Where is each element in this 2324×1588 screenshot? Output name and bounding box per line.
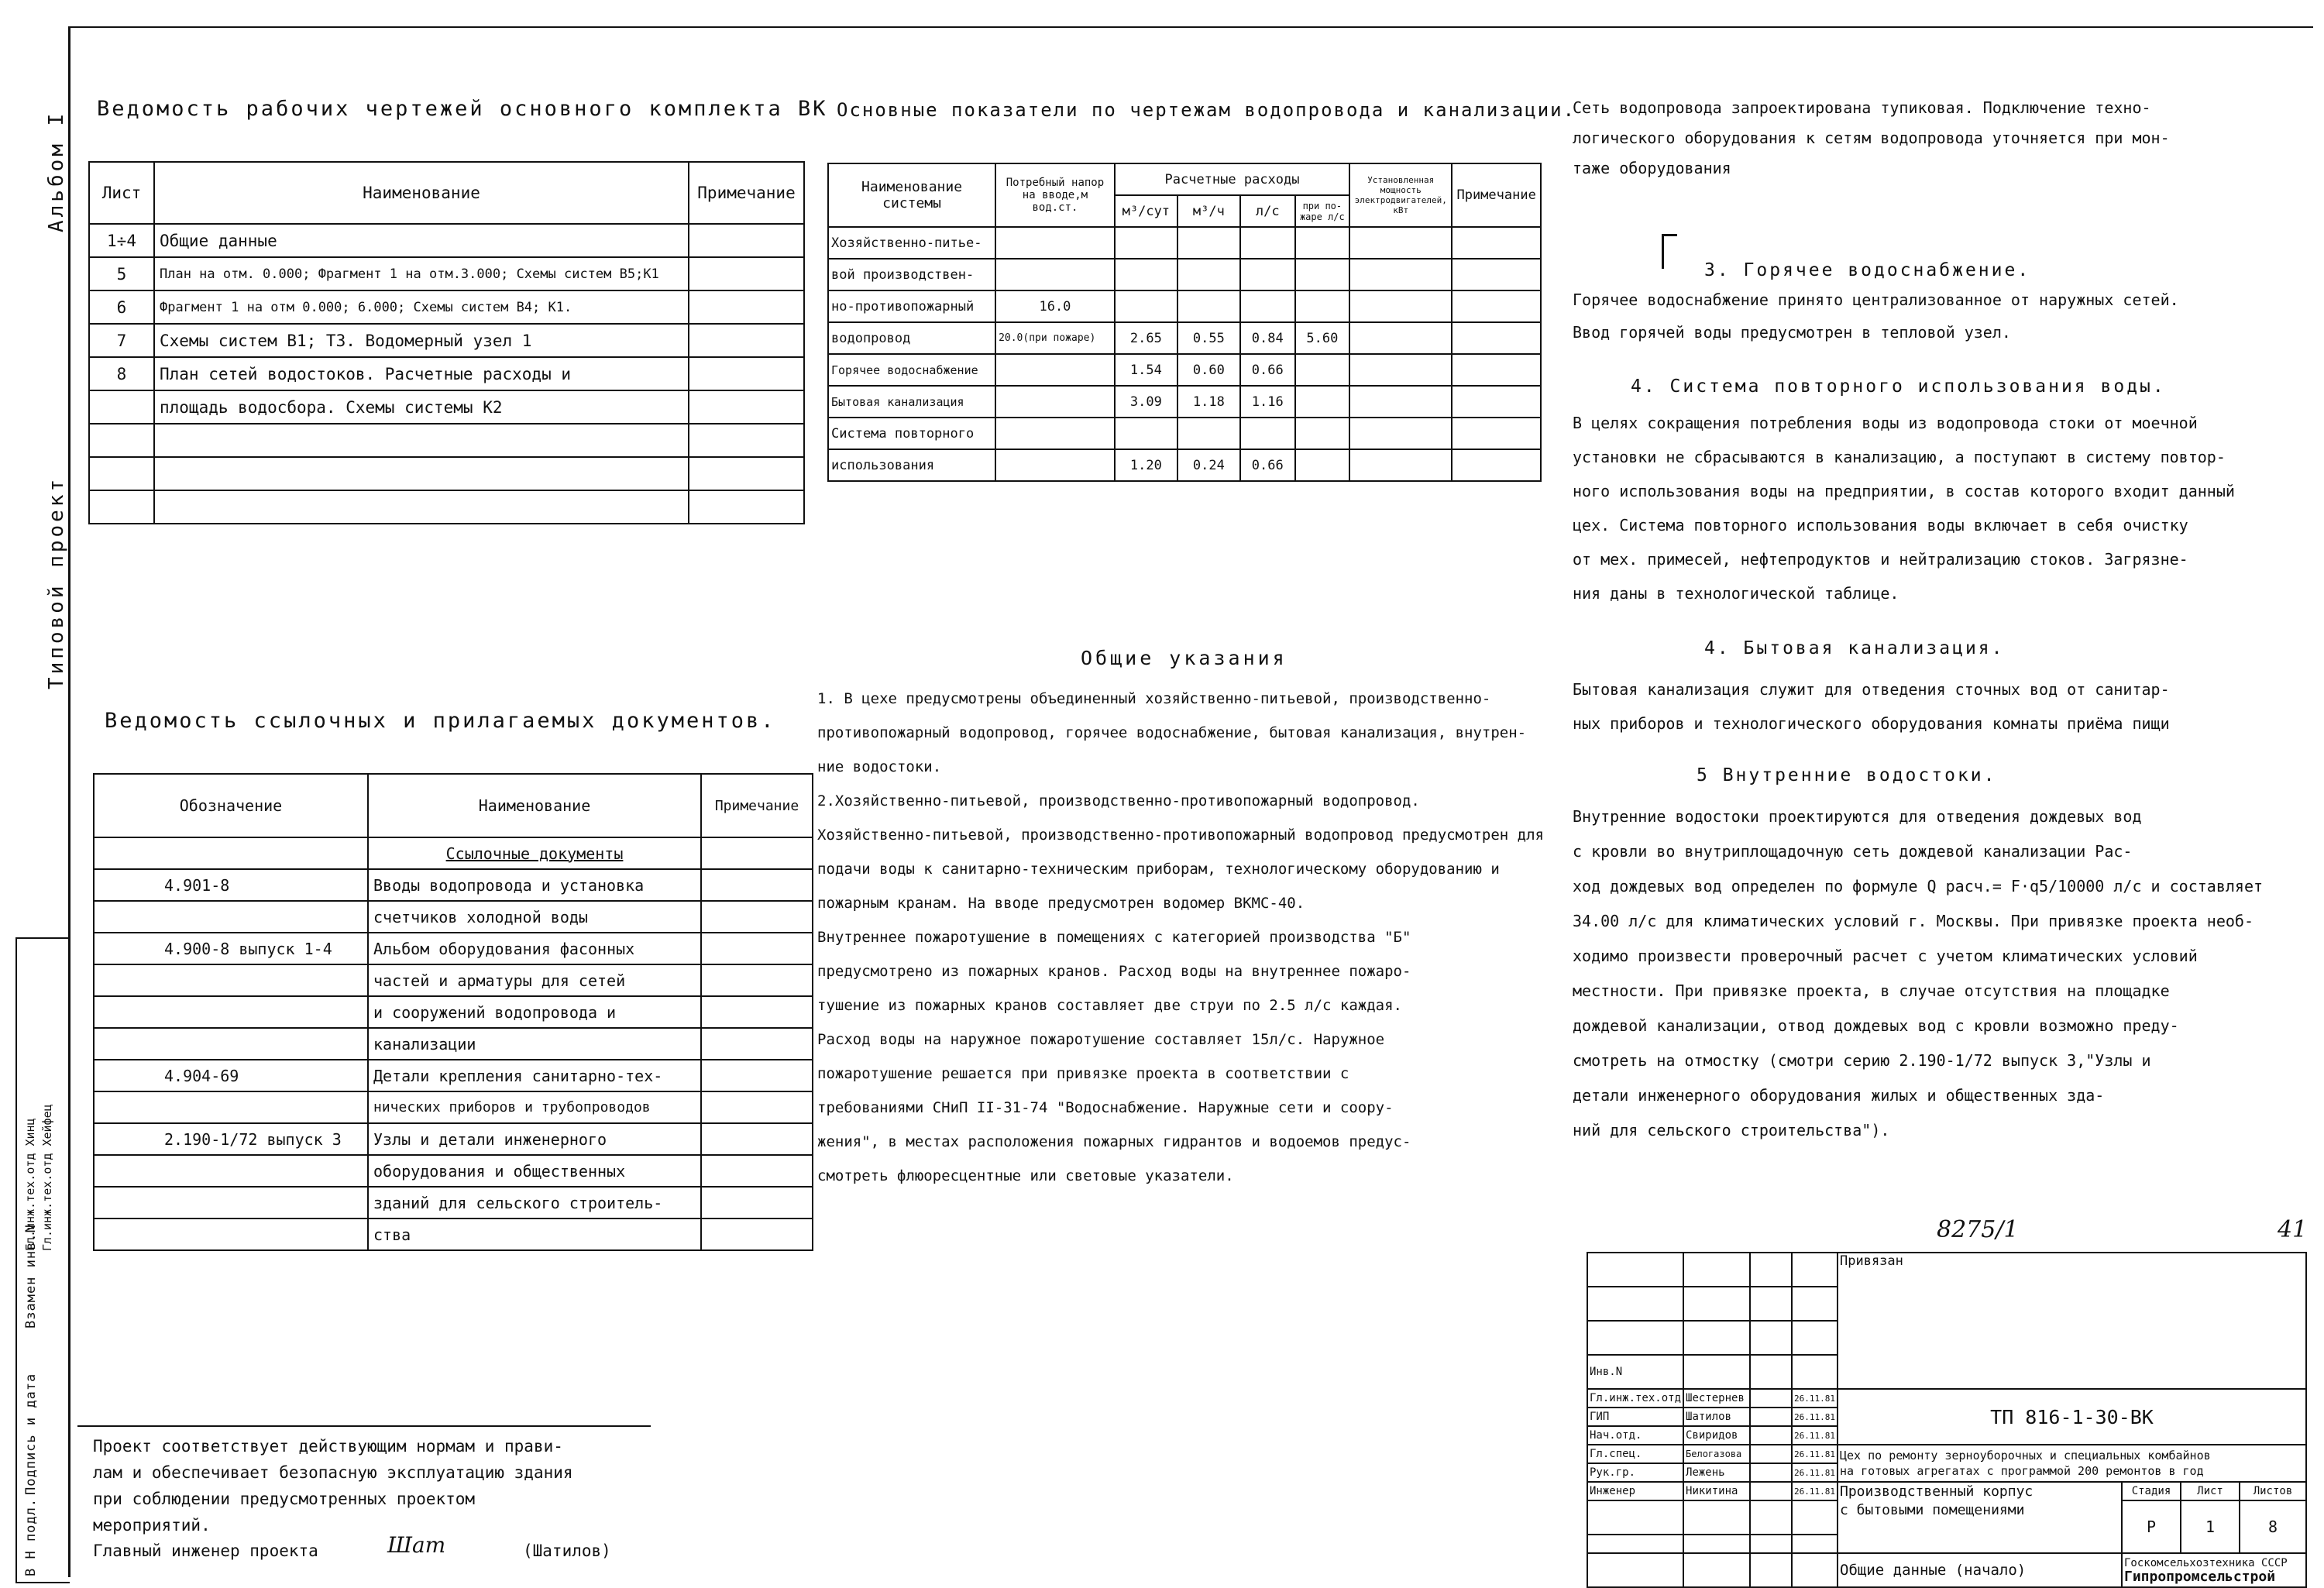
general-text: 1. В цехе предусмотрены объединенный хозяйственно-питьевой, производственно- противопожарный водопровод, горячее водоснабжение, бытовая канализация, внутрен- ние водостоки. 2.Хозяйственно-питьевой, производственно-противопожарный водопровод. Хозяйственно-питьевой, производственно-противопожарный водопровод предусмотрен для подачи воды к санитарно-техническим приборам, технологическому оборудованию и пожарным кранам. На вводе предусмотрен водомер ВКМС-40. Внутреннее пожаротушение в помещениях с категорией производства "Б" предусмотрено из пожарных кранов. Расход воды на внутреннее пожаро- тушение из пожарных кранов составляет две струи по 2.5 л/с каждая. Расход воды на наружное пожаротушение составляет 15л/с. Наружное пожаротушение решается при привязке проекта в соответствии с требованиями СНиП II-31-74 "Водоснабжение. Наружные сети и соору- жения", в местах расположения пожарных гидрантов и водоемов предус- смотреть флюоресцентные или световые указатели. (817, 690, 1544, 1184)
chief-name: (Шатилов) (523, 1542, 611, 1560)
table-row: 1÷4 Общие данные (89, 224, 804, 257)
col-system: Наименование системы (828, 163, 995, 227)
col-pressure: Потребный напор на вводе,м вод.ст. (995, 163, 1115, 227)
table3-title: Ведомость ссылочных и прилагаемых документов. (105, 709, 776, 733)
s4b-title: 4. Бытовая канализация. (1704, 638, 2005, 658)
col-m3day: м³/сут (1115, 195, 1177, 227)
chief-signature: Шат (387, 1532, 446, 1558)
col-m3h: м³/ч (1177, 195, 1240, 227)
project-type-label: Типовой проект (45, 476, 68, 689)
lists-value: 8 (2240, 1500, 2306, 1553)
project-code: ТП 816-1-30-ВК (1838, 1389, 2306, 1445)
table-row: Ссылочные документы (94, 837, 813, 869)
general-title: Общие указания (1081, 647, 1287, 669)
s4-title: 4. Система повторного использования воды. (1631, 376, 2166, 397)
table-row: оборудования и общественных (94, 1155, 813, 1187)
stamp-name-1: Гл.инж.тех.отд Хейфец (40, 1104, 54, 1251)
bound-label: Привязан (1838, 1253, 2306, 1389)
inv-label: Инв.N (1587, 1355, 1683, 1389)
col-ref-note: Примечание (701, 774, 813, 837)
col-designation: Обозначение (94, 774, 368, 837)
section-mark (1662, 234, 1664, 269)
col-sheet: Лист (89, 162, 154, 224)
table-row: 5 План на отм. 0.000; Фрагмент 1 на отм.3.000; Схемы систем В5;К1 (89, 257, 804, 290)
col-fire: при по-жаре л/с (1295, 195, 1350, 227)
table-row: и сооружений водопровода и (94, 996, 813, 1028)
sheet-code: 8275/1 (1937, 1216, 2019, 1243)
intro-text: Сеть водопровода запроектирована тупиковая. Подключение техно- логического оборудования к сетям водопровода уточняется при мон- таже оборудования (1573, 98, 2170, 177)
table-row: зданий для сельского строитель- (94, 1187, 813, 1218)
col-flows: Расчетные расходы (1115, 163, 1349, 195)
sheet-number: 41 (2278, 1216, 2308, 1243)
table-row: площадь водосбора. Схемы системы К2 (89, 390, 804, 424)
stage-header: Стадия (2122, 1482, 2181, 1500)
table-row: вой производствен- (828, 259, 1541, 290)
table-row: 4.900-8 выпуск 1-4 Альбом оборудования фасонных (94, 933, 813, 964)
stamp-name-0: Гл.инж.тех.отд Хинц (23, 1118, 37, 1251)
drawings-table (88, 161, 805, 524)
stamp-label-2: Взамен инв.N (23, 1224, 39, 1328)
col-note2: Примечание (1452, 163, 1541, 227)
s5-title: 5 Внутренние водостоки. (1697, 765, 1997, 785)
s5-text: Внутренние водостоки проектируются для отведения дождевых вод с кровли во внутриплощадочную сеть дождевой канализации Рас- ход дождевых вод определен по формуле Q расч.= F·q5/10000 л/с и составляет 34.00 л/с для климатических условий г. Москвы. При привязке проекта необ- ходимо произвести проверочный расчет с учетом климатических условий местности. При привязке проекта, в случае отсутствия на площадке дождевой канализации, отвод дождевых вод с кровли возможно преду- смотреть на отмостку (смотри серию 2.190-1/72 выпуск 3,"Узлы и детали инженерного оборудования жилых и общественных зда- ний для сельского строительства"). (1573, 807, 2264, 1139)
table-row: водопровод 20.0(при пожаре) 2.65 0.55 0.84 5.60 (828, 322, 1541, 354)
lists-header: Листов (2240, 1482, 2306, 1500)
table-row: ства (94, 1218, 813, 1250)
list-header: Лист (2181, 1482, 2240, 1500)
s3-title: 3. Горячее водоснабжение. (1704, 260, 2031, 280)
building-name: Производственный корпус с бытовыми помещениями (1838, 1482, 2122, 1553)
table-row: но-противопожарный 16.0 (828, 290, 1541, 322)
col-note: Примечание (689, 162, 804, 224)
table-row: 7 Схемы систем В1; Т3. Водомерный узел 1 (89, 324, 804, 357)
col-ls: л/с (1240, 195, 1295, 227)
table2-title: Основные показатели по чертежам водопровода и канализации. (837, 99, 1576, 121)
references-table (93, 773, 813, 1251)
table-row: Хозяйственно-питье- (828, 227, 1541, 259)
table-row (89, 490, 804, 524)
compliance-note: Проект соответствует действующим нормам и прави- лам и обеспечивает безопасную эксплуатацию здания при соблюдении предусмотренных проектом мероприятий. (93, 1437, 573, 1535)
table-row: 6 Фрагмент 1 на отм 0.000; 6.000; Схемы систем В4; К1. (89, 290, 804, 324)
s4-text: В целях сокращения потребления воды из водопровода стоки от моечной установки не сбрасываются в канализацию, а поступают в систему повтор- ного использования воды на предприятии, в состав которого входит данный цех. Система повторного использования воды включает в себя очистку от мех. примесей, нефтепродуктов и нейтрализацию стоков. Загрязне- ния даны в технологической таблице. (1573, 414, 2235, 603)
table-row: использования 1.20 0.24 0.66 (828, 449, 1541, 481)
organization: Госкомсельхозтехника СССР Гипропромсельстрой (2122, 1553, 2306, 1587)
table-row (89, 457, 804, 490)
project-description: Цех по ремонту зерноуборочных и специальных комбайнов на готовых агрегатах с программой 200 ремонтов в год (1838, 1445, 2306, 1482)
s3-text: Горячее водоснабжение принято централизованное от наружных сетей. Ввод горячей воды предусмотрен в тепловой узел. (1573, 290, 2179, 342)
title-block: Привязан Инв.N Гл.инж.тех.отд Шестернев 26.11.81 ТП 816-1-30-ВК ГИП Шатилов 26.11.81 Нач.отд. Свиридов 26.11.81 Гл.спец. Белогазова 26.11.81 Цех по ремонту зерноуборочных и специальных комбайнов на готовых агрегатах с программой 200 ремонтов в год Рук.гр. Лежень 26.11.81 Инженер Никитина 26.11.81 Производственный корпус с бытовыми помещениями Стадия Лист Листов Р 1 8 Общие данные (начало) Госкомсельхозтехника СССР Гипропромсельстрой (1587, 1252, 2307, 1588)
stamp-label-1: Подпись и дата (23, 1373, 39, 1495)
table-row: частей и арматуры для сетей (94, 964, 813, 996)
col-ref-name: Наименование (368, 774, 701, 837)
table-row: Бытовая канализация 3.09 1.18 1.16 (828, 386, 1541, 418)
table-row: 8 План сетей водостоков. Расчетные расходы и (89, 357, 804, 390)
table-row (89, 424, 804, 457)
table-row: счетчиков холодной воды (94, 901, 813, 933)
table-row: 4.901-8 Вводы водопровода и установка (94, 869, 813, 901)
chief-engineer-label: Главный инженер проекта (93, 1542, 318, 1560)
section-mark-top (1662, 234, 1677, 236)
table-row: нических приборов и трубопроводов (94, 1091, 813, 1123)
s4b-text: Бытовая канализация служит для отведения сточных вод от санитар- ных приборов и технологического оборудования комнаты приёма пищи (1573, 680, 2170, 733)
col-power: Установленная мощность электродвигателей, кВт (1349, 163, 1452, 227)
indicators-table (827, 163, 1542, 482)
album-label: Альбом I (45, 110, 68, 232)
table-row: Система повторного (828, 418, 1541, 449)
sheet-content: Общие данные (начало) (1838, 1553, 2122, 1587)
list-value: 1 (2181, 1500, 2240, 1553)
table1-title: Ведомость рабочих чертежей основного комплекта ВК (97, 97, 828, 121)
table-row: канализации (94, 1028, 813, 1060)
stage-value: Р (2122, 1500, 2181, 1553)
table-row: 4.904-69 Детали крепления санитарно-тех- (94, 1060, 813, 1091)
table-row: Горячее водоснабжение 1.54 0.60 0.66 (828, 354, 1541, 386)
col-name: Наименование (154, 162, 689, 224)
stamp-label-0: В Н подл. (23, 1497, 39, 1576)
note-rule (77, 1425, 651, 1427)
table-row: 2.190-1/72 выпуск 3 Узлы и детали инженерного (94, 1123, 813, 1155)
